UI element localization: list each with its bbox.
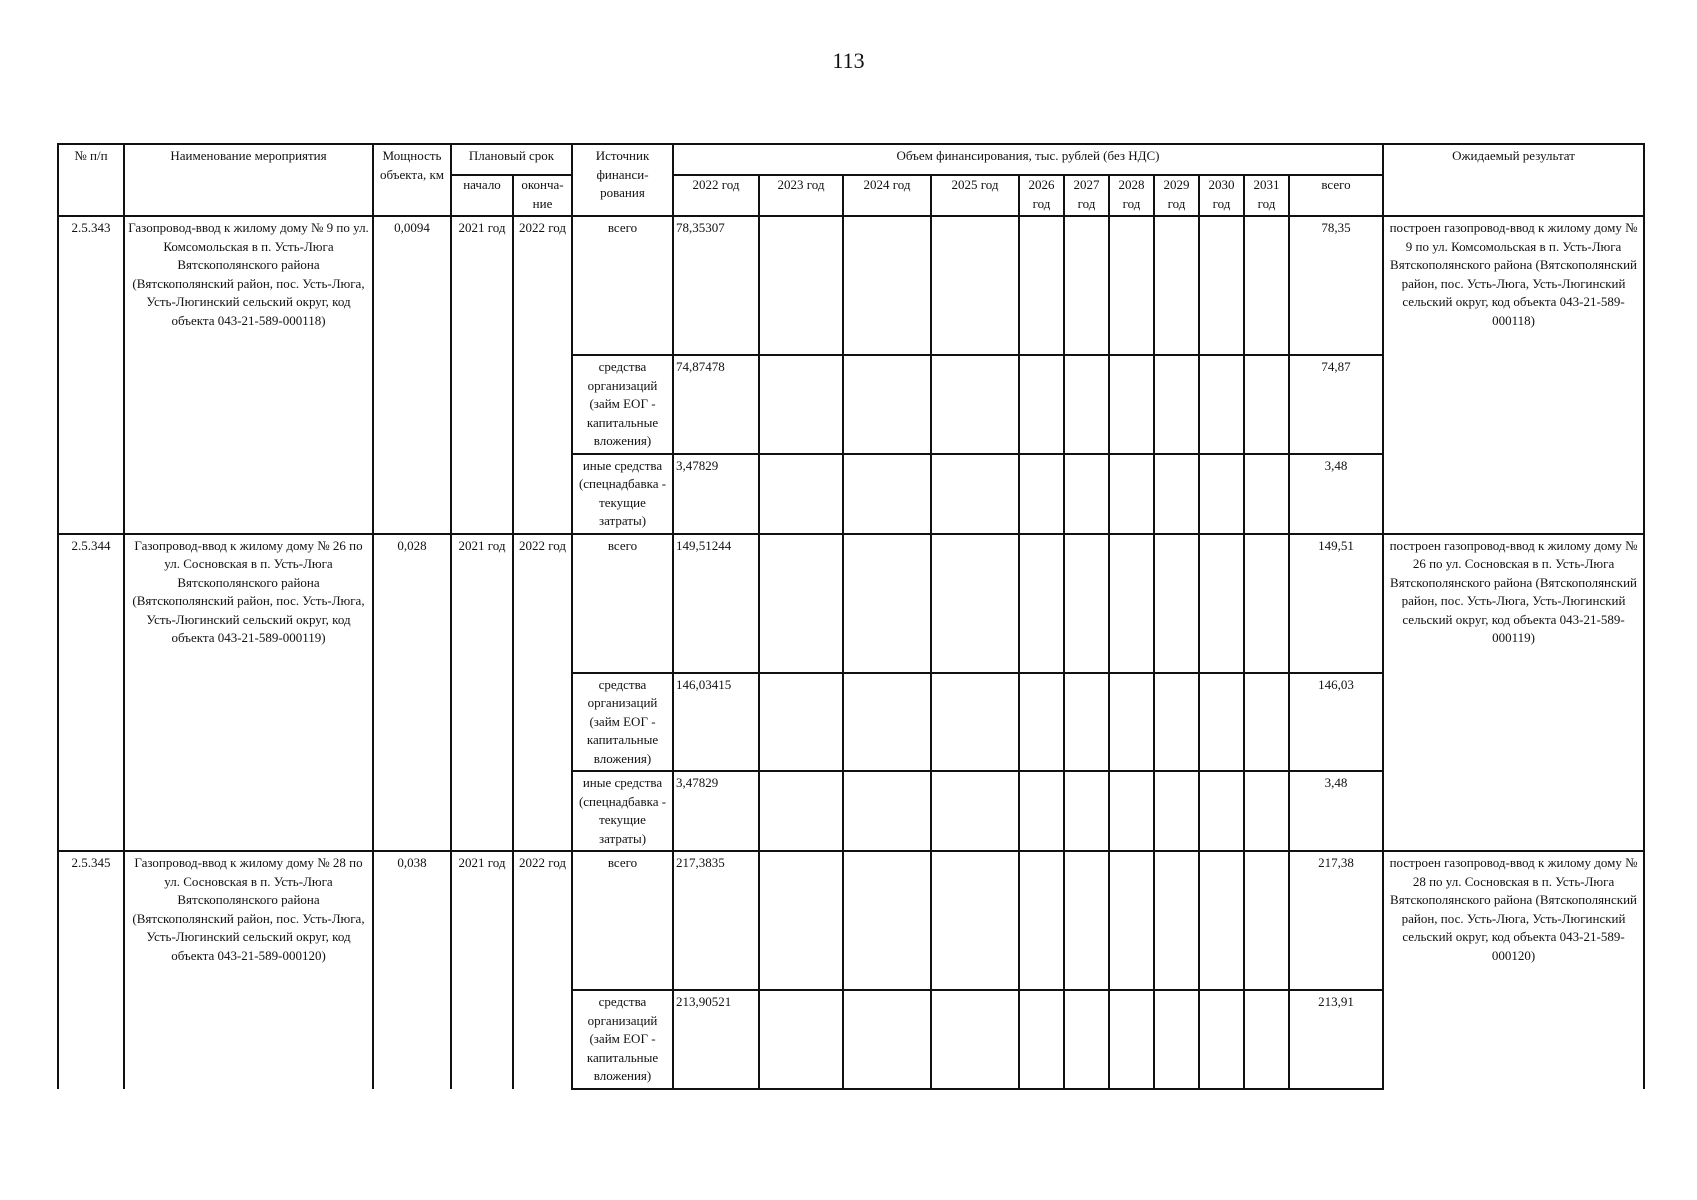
header-year: 2026 год xyxy=(1019,175,1064,216)
row-source: всего xyxy=(572,216,673,355)
header-year: 2023 год xyxy=(759,175,843,216)
row-2022-value: 78,35307 xyxy=(673,216,759,355)
row-source: всего xyxy=(572,851,673,990)
header-result: Ожидаемый результат xyxy=(1383,144,1644,216)
row-name: Газопровод-ввод к жилому дому № 9 по ул. Комсомольская в п. Усть-Люга Вятскополянского района (Вятскополянский район, пос. Усть-Люга, Усть-Люгинский сельский округ, код объекта 043-21-589-000118) xyxy=(124,216,373,534)
row-total-value: 213,91 xyxy=(1289,990,1383,1089)
row-end: 2022 год xyxy=(513,534,572,852)
row-2022-value: 74,87478 xyxy=(673,355,759,454)
header-total: всего xyxy=(1289,175,1383,216)
row-end: 2022 год xyxy=(513,851,572,1089)
row-name: Газопровод-ввод к жилому дому № 26 по ул. Сосновская в п. Усть-Люга Вятскополянского района (Вятскополянский район, пос. Усть-Люга, Усть-Люгинский сельский округ, код объекта 043-21-589-000119) xyxy=(124,534,373,852)
page-number: 113 xyxy=(832,48,865,73)
header-start: начало xyxy=(451,175,513,216)
row-source: средства организаций (займ ЕОГ - капитальные вложения) xyxy=(572,990,673,1089)
table-row xyxy=(58,534,1644,673)
row-2022-value: 149,51244 xyxy=(673,534,759,673)
row-source: иные средства (спецнадбавка - текущие затраты) xyxy=(572,771,673,851)
row-total-value: 149,51 xyxy=(1289,534,1383,673)
header-row-1 xyxy=(58,144,1644,175)
row-capacity: 0,038 xyxy=(373,851,451,1089)
header-capacity: Мощность объекта, км xyxy=(373,144,451,216)
row-total-value: 3,48 xyxy=(1289,454,1383,534)
header-year: 2027 год xyxy=(1064,175,1109,216)
financing-table xyxy=(57,143,1645,1090)
row-result: построен газопровод-ввод к жилому дому № 28 по ул. Сосновская в п. Усть-Люга Вятскополянского района (Вятскополянский район, пос. Усть-Люга, Усть-Люгинский сельский округ, код объекта 043-21-589-000120) xyxy=(1383,851,1644,1089)
row-result: построен газопровод-ввод к жилому дому № 9 по ул. Комсомольская в п. Усть-Люга Вятскополянского района (Вятскополянский район, пос. Усть-Люга, Усть-Люгинский сельский округ, код объекта 043-21-589-000118) xyxy=(1383,216,1644,534)
row-source: средства организаций (займ ЕОГ - капитальные вложения) xyxy=(572,355,673,454)
row-2022-value: 3,47829 xyxy=(673,454,759,534)
header-year: 2022 год xyxy=(673,175,759,216)
row-2022-value: 146,03415 xyxy=(673,673,759,772)
row-2022-value: 217,3835 xyxy=(673,851,759,990)
row-result: построен газопровод-ввод к жилому дому № 26 по ул. Сосновская в п. Усть-Люга Вятскополянского района (Вятскополянский район, пос. Усть-Люга, Усть-Люгинский сельский округ, код объекта 043-21-589-000119) xyxy=(1383,534,1644,852)
header-year: 2024 год xyxy=(843,175,931,216)
table-row xyxy=(58,216,1644,355)
row-total-value: 3,48 xyxy=(1289,771,1383,851)
row-2022-value: 213,90521 xyxy=(673,990,759,1089)
header-year: 2029 год xyxy=(1154,175,1199,216)
row-start: 2021 год xyxy=(451,216,513,534)
header-name: Наименование мероприятия xyxy=(124,144,373,216)
row-total-value: 146,03 xyxy=(1289,673,1383,772)
header-source: Источник финанси-рования xyxy=(572,144,673,216)
row-capacity: 0,028 xyxy=(373,534,451,852)
header-plan-term: Плановый срок xyxy=(451,144,572,175)
row-start: 2021 год xyxy=(451,851,513,1089)
row-end: 2022 год xyxy=(513,216,572,534)
header-year: 2025 год xyxy=(931,175,1019,216)
table-row xyxy=(58,851,1644,990)
row-source: средства организаций (займ ЕОГ - капитальные вложения) xyxy=(572,673,673,772)
row-num: 2.5.344 xyxy=(58,534,124,852)
header-financing: Объем финансирования, тыс. рублей (без НДС) xyxy=(673,144,1383,175)
header-year: 2030 год xyxy=(1199,175,1244,216)
row-total-value: 74,87 xyxy=(1289,355,1383,454)
row-capacity: 0,0094 xyxy=(373,216,451,534)
row-start: 2021 год xyxy=(451,534,513,852)
row-total-value: 217,38 xyxy=(1289,851,1383,990)
row-2022-value: 3,47829 xyxy=(673,771,759,851)
header-num: № п/п xyxy=(58,144,124,216)
row-num: 2.5.345 xyxy=(58,851,124,1089)
row-source: иные средства (спецнадбавка - текущие затраты) xyxy=(572,454,673,534)
row-total-value: 78,35 xyxy=(1289,216,1383,355)
row-name: Газопровод-ввод к жилому дому № 28 по ул. Сосновская в п. Усть-Люга Вятскополянского района (Вятскополянский район, пос. Усть-Люга, Усть-Люгинский сельский округ, код объекта 043-21-589-000120) xyxy=(124,851,373,1089)
header-year: 2031 год xyxy=(1244,175,1289,216)
header-end: оконча-ние xyxy=(513,175,572,216)
header-year: 2028 год xyxy=(1109,175,1154,216)
row-num: 2.5.343 xyxy=(58,216,124,534)
row-source: всего xyxy=(572,534,673,673)
